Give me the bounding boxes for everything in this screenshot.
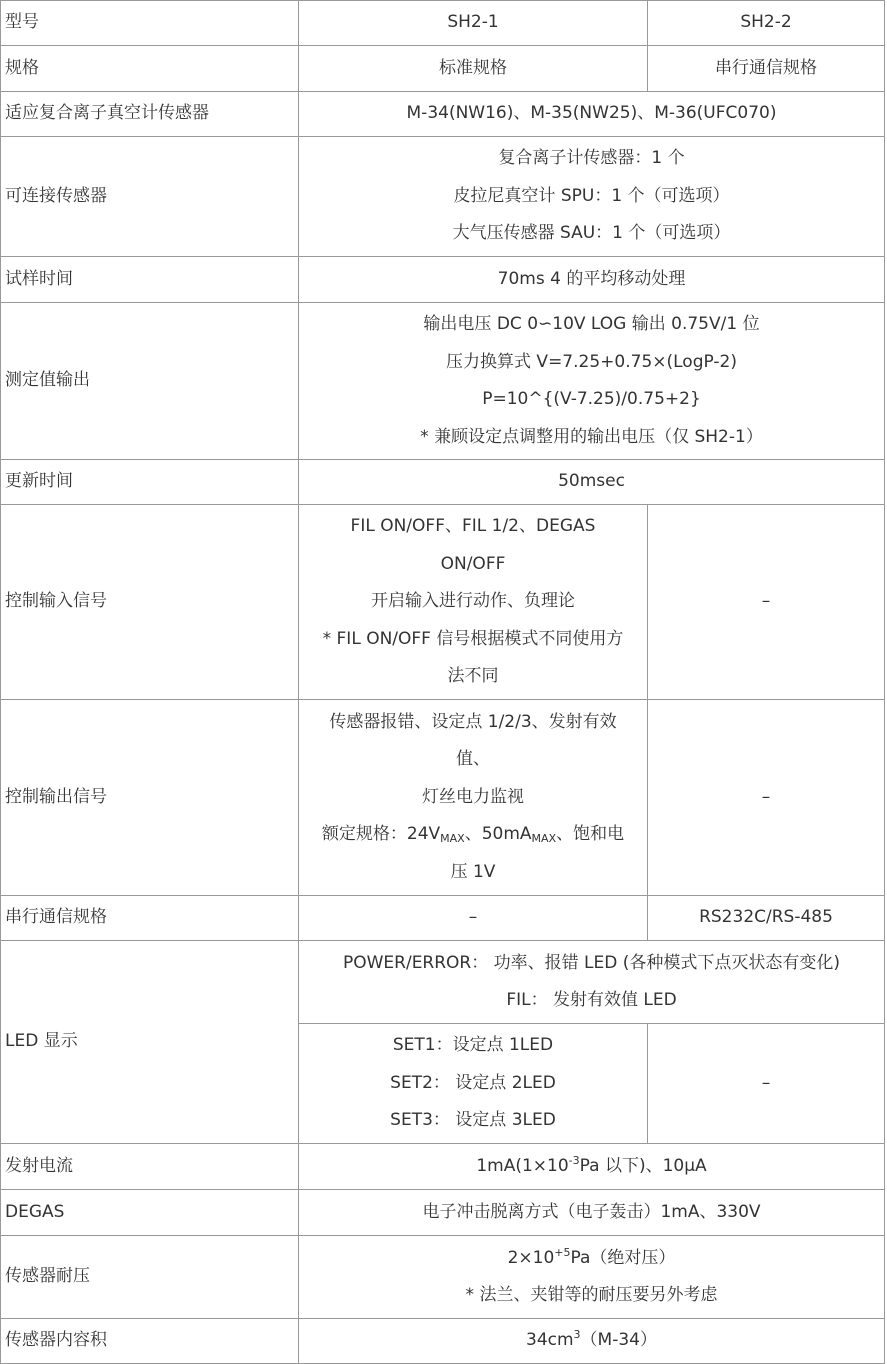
row-connectable: [1, 137, 885, 257]
emission-suffix: Pa 以下)、10μA: [579, 1155, 707, 1176]
serial-sh2-1: –: [299, 896, 648, 941]
control-input-line: * FIL ON/OFF 信号根据模式不同使用方: [322, 628, 624, 649]
led-set-line: SET1：设定点 1LED: [392, 1035, 554, 1056]
row-sampling: [1, 257, 885, 303]
row-label-led: LED 显示: [1, 941, 299, 1144]
control-input-sh2-1: [299, 505, 648, 700]
emission-value: [299, 1144, 885, 1190]
row-label-sampling: 试样时间: [1, 257, 299, 303]
degas-value: 电子冲击脱离方式（电子轰击）1mA、330V: [299, 1190, 885, 1236]
row-label-connectable: 可连接传感器: [1, 137, 299, 257]
update-value: 50msec: [299, 460, 885, 505]
led-set-line: SET2： 设定点 2LED: [390, 1072, 556, 1093]
row-label-control-input: 控制输入信号: [1, 505, 299, 700]
row-label-control-output: 控制输出信号: [1, 700, 299, 896]
row-serial: [1, 896, 885, 941]
row-sensors: [1, 92, 885, 137]
measurement-line: 压力换算式 V=7.25+0.75×(LogP-2): [446, 351, 737, 372]
control-input-line: FIL ON/OFF、FIL 1/2、DEGAS: [350, 516, 596, 537]
control-input-line: 开启输入进行动作、负理论: [371, 591, 575, 612]
row-emission: [1, 1144, 885, 1190]
pressure-line: [303, 1240, 880, 1278]
row-label-model: 型号: [1, 1, 299, 46]
emission-exponent: -3: [568, 1153, 580, 1167]
pressure-note: * 法兰、夹钳等的耐压要另外考虑: [465, 1285, 718, 1305]
row-label-sensors: 适应复合离子真空计传感器: [1, 92, 299, 137]
row-model: [1, 1, 885, 46]
row-measurement: [1, 303, 885, 460]
control-input-line: 法不同: [447, 666, 499, 687]
max-subscript: MAX: [531, 832, 557, 846]
control-output-line: 值、: [456, 749, 490, 770]
volume-prefix: 34cm: [526, 1330, 574, 1351]
volume-suffix: （M-34）: [580, 1330, 657, 1351]
row-spec: [1, 46, 885, 92]
rating-mid: 、50mA: [464, 824, 532, 845]
control-output-rating-line: [303, 816, 643, 854]
measurement-line: 输出电压 DC 0∽10V LOG 输出 0.75V/1 位: [423, 314, 760, 334]
control-input-sh2-2: –: [648, 505, 885, 700]
model-sh2-2: SH2-2: [648, 1, 885, 46]
row-degas: [1, 1190, 885, 1236]
max-subscript: MAX: [440, 832, 465, 846]
control-output-sh2-2: –: [648, 700, 885, 896]
sampling-value: 70ms 4 的平均移动处理: [299, 257, 885, 303]
pressure-suffix: Pa（绝对压）: [570, 1247, 676, 1268]
sensors-value: M-34(NW16)、M-35(NW25)、M-36(UFC070): [299, 92, 885, 137]
connectable-line: 复合离子计传感器：1 个: [498, 148, 685, 169]
connectable-line: 大气压传感器 SAU：1 个（可选项）: [452, 223, 731, 244]
rating-prefix: 额定规格：24V: [321, 824, 441, 845]
led-common-line: FIL： 发射有效值 LED: [506, 990, 677, 1010]
row-control-input: [1, 505, 885, 700]
pressure-value: [299, 1236, 885, 1319]
row-label-volume: 传感器内容积: [1, 1319, 299, 1364]
emission-prefix: 1mA(1×10: [476, 1155, 569, 1176]
control-output-line: 传感器报错、设定点 1/2/3、发射有效: [329, 711, 617, 732]
row-update: [1, 460, 885, 505]
row-led-common: [1, 941, 885, 1024]
led-set-line: SET3： 设定点 3LED: [390, 1110, 556, 1131]
row-label-spec: 规格: [1, 46, 299, 92]
volume-exponent: 3: [573, 1328, 581, 1342]
row-label-update: 更新时间: [1, 460, 299, 505]
row-label-serial: 串行通信规格: [1, 896, 299, 941]
connectable-line: 皮拉尼真空计 SPU：1 个（可选项）: [453, 185, 730, 206]
measurement-value: [299, 303, 885, 460]
row-control-output: [1, 700, 885, 896]
rating-suffix: 、饱和电: [556, 824, 625, 845]
measurement-line: P=10^{(V-7.25)/0.75+2}: [482, 389, 701, 409]
control-input-line: ON/OFF: [440, 553, 506, 574]
pressure-exponent: +5: [554, 1245, 571, 1259]
led-common-line: POWER/ERROR： 功率、报错 LED (各种模式下点灭状态有变化): [342, 952, 841, 973]
row-label-measurement: 测定值输出: [1, 303, 299, 460]
row-label-pressure: 传感器耐压: [1, 1236, 299, 1319]
spec-sh2-1: 标准规格: [299, 46, 648, 92]
model-sh2-1: SH2-1: [299, 1, 648, 46]
serial-sh2-2: RS232C/RS-485: [648, 896, 885, 941]
measurement-line: * 兼顾设定点调整用的输出电压（仅 SH2-1）: [420, 426, 763, 447]
row-pressure: [1, 1236, 885, 1319]
pressure-prefix: 2×10: [507, 1247, 555, 1268]
control-output-sh2-1: [299, 700, 648, 896]
control-output-line: 压 1V: [450, 861, 496, 882]
row-label-emission: 发射电流: [1, 1144, 299, 1190]
volume-value: [299, 1319, 885, 1364]
led-set-value: [299, 1024, 648, 1144]
led-common-value: [299, 941, 885, 1024]
led-set-sh2-2: –: [648, 1024, 885, 1144]
spec-sh2-2: 串行通信规格: [648, 46, 885, 92]
control-output-line: 灯丝电力监视: [422, 786, 524, 807]
row-volume: [1, 1319, 885, 1364]
connectable-value: [299, 137, 885, 257]
row-label-degas: DEGAS: [1, 1190, 299, 1236]
